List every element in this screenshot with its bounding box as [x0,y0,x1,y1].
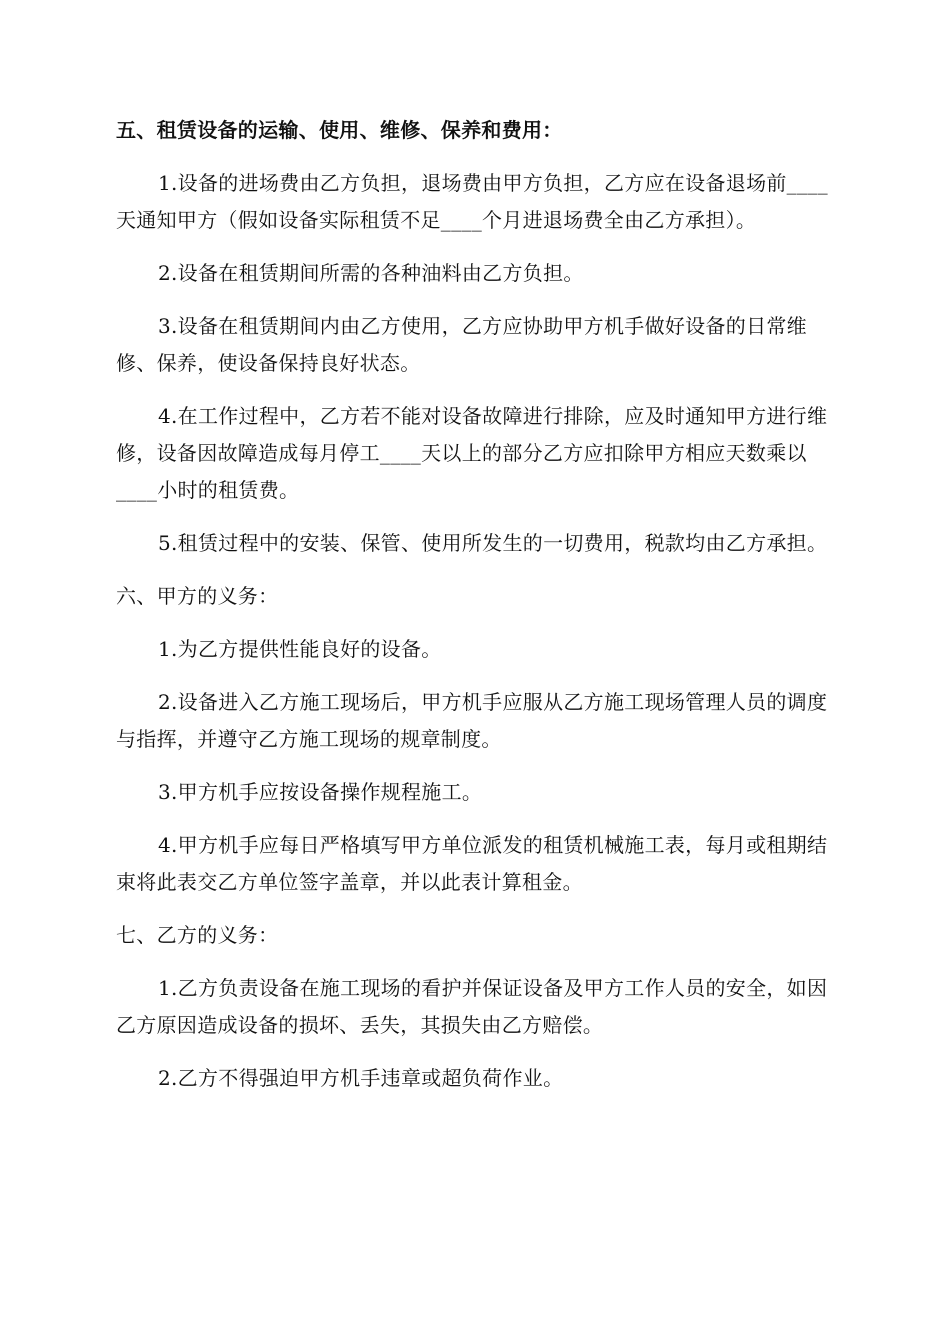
section-heading-transport-use-maintenance: 五、租赁设备的运输、使用、维修、保养和费用： [116,118,563,142]
clause-6-3: 3.甲方机手应按设备操作规程施工。 [158,780,483,804]
clause-5-5: 5.租赁过程中的安装、保管、使用所发生的一切费用，税款均由乙方承担。 [158,531,828,555]
section-heading-party-b-obligations: 七、乙方的义务： [116,923,279,947]
clause-5-2: 2.设备在租赁期间所需的各种油料由乙方负担。 [158,261,584,285]
clause-5-1: 1.设备的进场费由乙方负担，退场费由甲方负担，乙方应在设备退场前____天通知甲方（假如设备实际租赁不足____个月进退场费全由乙方承担）。 [116,171,828,232]
clause-5-3: 3.设备在租赁期间内由乙方使用，乙方应协助甲方机手做好设备的日常维修、保养，使设备保持良好状态。 [116,314,807,375]
section-heading-party-a-obligations: 六、甲方的义务： [116,584,279,608]
clause-6-2: 2.设备进入乙方施工现场后，甲方机手应服从乙方施工现场管理人员的调度与指挥，并遵守乙方施工现场的规章制度。 [116,690,828,751]
clause-7-2: 2.乙方不得强迫甲方机手违章或超负荷作业。 [158,1066,564,1090]
clause-5-4: 4.在工作过程中，乙方若不能对设备故障进行排除，应及时通知甲方进行维修，设备因故障造成每月停工____天以上的部分乙方应扣除甲方相应天数乘以____小时的租赁费。 [116,404,828,502]
clause-6-4: 4.甲方机手应每日严格填写甲方单位派发的租赁机械施工表，每月或租期结束将此表交乙方单位签字盖章，并以此表计算租金。 [116,833,828,894]
document-body [116,112,832,1097]
clause-7-1: 1.乙方负责设备在施工现场的看护并保证设备及甲方工作人员的安全，如因乙方原因造成设备的损坏、丢失，其损失由乙方赔偿。 [116,976,828,1037]
clause-6-1: 1.为乙方提供性能良好的设备。 [158,637,442,661]
